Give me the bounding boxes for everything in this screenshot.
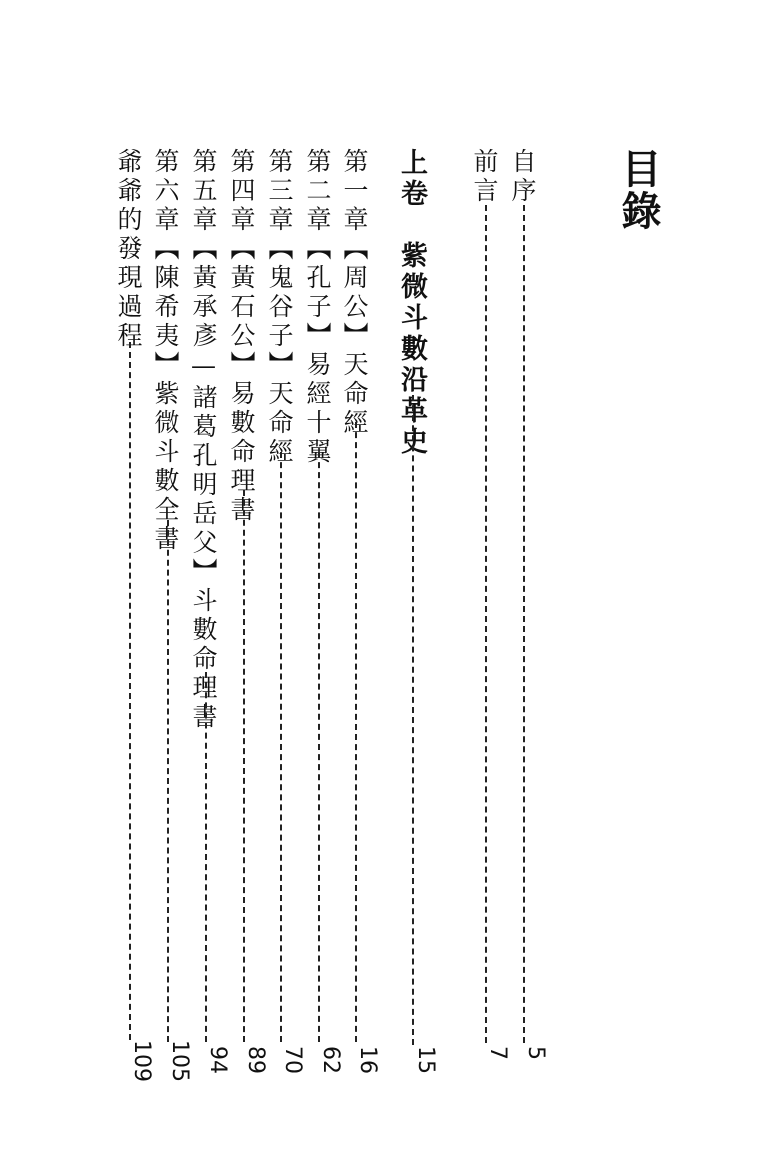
leader-line (485, 205, 487, 1043)
toc-entry-chapter-2[interactable]: 第二章【孔子】易經十翼 (303, 148, 332, 467)
toc-entry-chapter-3[interactable]: 第三章【鬼谷子】天命經 (265, 148, 294, 467)
page-number: 94 (205, 1046, 230, 1074)
page-number: 16 (355, 1046, 380, 1074)
leader-line (129, 342, 131, 1040)
toc-entry-chapter-5[interactable]: 第五章【黃承彥—諸葛孔明岳父】斗數命理書 (189, 148, 218, 732)
toc-entry-preface[interactable]: 自序 (508, 148, 537, 206)
page-number: 7 (485, 1046, 510, 1060)
leader-line (318, 452, 320, 1042)
page-number: 5 (523, 1046, 548, 1060)
page-number: 109 (129, 1040, 154, 1082)
page-number: 62 (318, 1046, 343, 1074)
toc-entry-foreword[interactable]: 前言 (470, 148, 499, 206)
leader-line (280, 452, 282, 1042)
page-number: 105 (167, 1040, 192, 1082)
leader-line (412, 395, 414, 1045)
leader-line (243, 490, 245, 1042)
toc-entry-discovery[interactable]: 爺爺的發現過程 (114, 148, 143, 351)
leader-line (167, 520, 169, 1042)
toc-section-heading[interactable]: 上卷 紫微斗數沿革史 (396, 148, 427, 458)
toc-entry-chapter-1[interactable]: 第一章【周公】天命經 (340, 148, 369, 438)
leader-line (355, 422, 357, 1042)
page-number: 15 (413, 1046, 438, 1074)
leader-line (523, 205, 525, 1043)
leader-line (205, 672, 207, 1042)
page-number: 70 (280, 1046, 305, 1074)
page-number: 89 (243, 1046, 268, 1074)
toc-entry-chapter-6[interactable]: 第六章【陳希夷】紫微斗數全書 (151, 148, 180, 554)
toc-entry-chapter-4[interactable]: 第四章【黃石公】易數命理書 (227, 148, 256, 525)
toc-title: 目錄 (615, 148, 662, 232)
